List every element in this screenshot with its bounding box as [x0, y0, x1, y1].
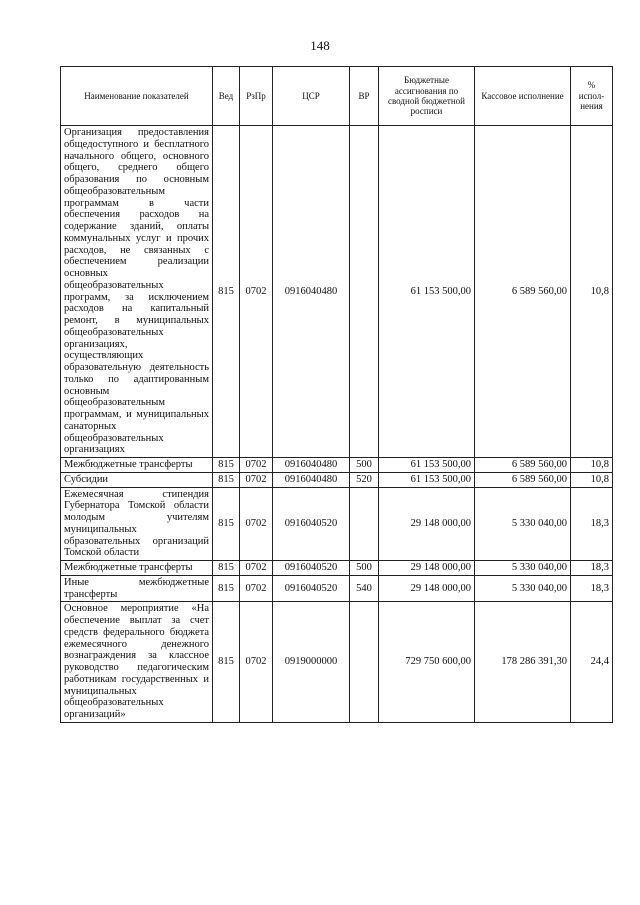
cell-percent: 24,4 [571, 602, 613, 723]
cell-budget: 61 153 500,00 [379, 126, 475, 458]
cell-ved: 815 [213, 561, 240, 576]
cell-vr [350, 126, 379, 458]
table-row [61, 458, 613, 473]
cell-cash: 6 589 560,00 [475, 126, 571, 458]
header-vr: ВР [350, 67, 379, 126]
header-percent: % испол-нения [571, 67, 613, 126]
table-row [61, 561, 613, 576]
cell-ved: 815 [213, 458, 240, 473]
cell-ved: 815 [213, 575, 240, 602]
cell-rzpr: 0702 [240, 472, 273, 487]
cell-name: Ежемесячная стипендия Губернатора Томской области молодым учителям муниципальных образовательных организаций Томской области [61, 487, 213, 561]
header-rzpr: РзПр [240, 67, 273, 126]
cell-name: Организация предоставления общедоступного и бесплатного начального общего, основного общего, среднего общего образования по основным общеобразовательным программам в части обеспечения расходов на содержание зданий, оплаты коммунальных услуг и прочих расходов, не связанных с обеспечением реализации основных общеобразовательных программ, за исключением расходов на капитальный ремонт, в муниципальных общеобразовательных организациях, осуществляющих образовательную деятельность только по адаптированным основным общеобразовательным программам, и муниципальных санаторных общеобразовательных организациях [61, 126, 213, 458]
cell-csr: 0916040520 [273, 561, 350, 576]
cell-vr: 520 [350, 472, 379, 487]
cell-name: Межбюджетные трансферты [61, 561, 213, 576]
cell-ved: 815 [213, 602, 240, 723]
cell-csr: 0916040480 [273, 458, 350, 473]
cell-csr: 0916040520 [273, 575, 350, 602]
cell-percent: 10,8 [571, 126, 613, 458]
cell-percent: 18,3 [571, 561, 613, 576]
cell-percent: 18,3 [571, 575, 613, 602]
cell-csr: 0916040480 [273, 472, 350, 487]
cell-cash: 178 286 391,30 [475, 602, 571, 723]
cell-vr: 500 [350, 458, 379, 473]
cell-rzpr: 0702 [240, 561, 273, 576]
budget-execution-table [60, 66, 613, 723]
cell-vr: 540 [350, 575, 379, 602]
table-row [61, 472, 613, 487]
header-budget: Бюджетные ассигнования по сводной бюджетной росписи [379, 67, 475, 126]
table-row [61, 602, 613, 723]
cell-percent: 10,8 [571, 458, 613, 473]
table-header-row [61, 67, 613, 126]
cell-budget: 61 153 500,00 [379, 458, 475, 473]
cell-budget: 61 153 500,00 [379, 472, 475, 487]
cell-budget: 29 148 000,00 [379, 561, 475, 576]
cell-csr: 0919000000 [273, 602, 350, 723]
cell-name: Субсидии [61, 472, 213, 487]
table-row [61, 575, 613, 602]
cell-cash: 6 589 560,00 [475, 458, 571, 473]
table-row [61, 126, 613, 458]
cell-rzpr: 0702 [240, 458, 273, 473]
page-number: 148 [310, 38, 330, 53]
cell-cash: 5 330 040,00 [475, 561, 571, 576]
cell-vr [350, 487, 379, 561]
cell-cash: 5 330 040,00 [475, 575, 571, 602]
cell-ved: 815 [213, 472, 240, 487]
cell-ved: 815 [213, 126, 240, 458]
header-csr: ЦСР [273, 67, 350, 126]
cell-rzpr: 0702 [240, 575, 273, 602]
cell-percent: 10,8 [571, 472, 613, 487]
cell-cash: 5 330 040,00 [475, 487, 571, 561]
cell-ved: 815 [213, 487, 240, 561]
header-cash: Кассовое исполнение [475, 67, 571, 126]
cell-budget: 29 148 000,00 [379, 487, 475, 561]
cell-name: Основное мероприятие «На обеспечение выплат за счет средств федерального бюджета ежемесячного денежного вознаграждения за классное руководство педагогическим работникам государственных и муниципальных общеобразовательных организаций» [61, 602, 213, 723]
cell-budget: 729 750 600,00 [379, 602, 475, 723]
cell-vr: 500 [350, 561, 379, 576]
cell-percent: 18,3 [571, 487, 613, 561]
cell-rzpr: 0702 [240, 126, 273, 458]
table-row [61, 487, 613, 561]
cell-rzpr: 0702 [240, 602, 273, 723]
cell-rzpr: 0702 [240, 487, 273, 561]
cell-budget: 29 148 000,00 [379, 575, 475, 602]
header-ved: Вед [213, 67, 240, 126]
cell-cash: 6 589 560,00 [475, 472, 571, 487]
cell-vr [350, 602, 379, 723]
cell-name: Иные межбюджетные трансферты [61, 575, 213, 602]
cell-csr: 0916040480 [273, 126, 350, 458]
cell-csr: 0916040520 [273, 487, 350, 561]
header-name: Наименование показателей [61, 67, 213, 126]
cell-name: Межбюджетные трансферты [61, 458, 213, 473]
